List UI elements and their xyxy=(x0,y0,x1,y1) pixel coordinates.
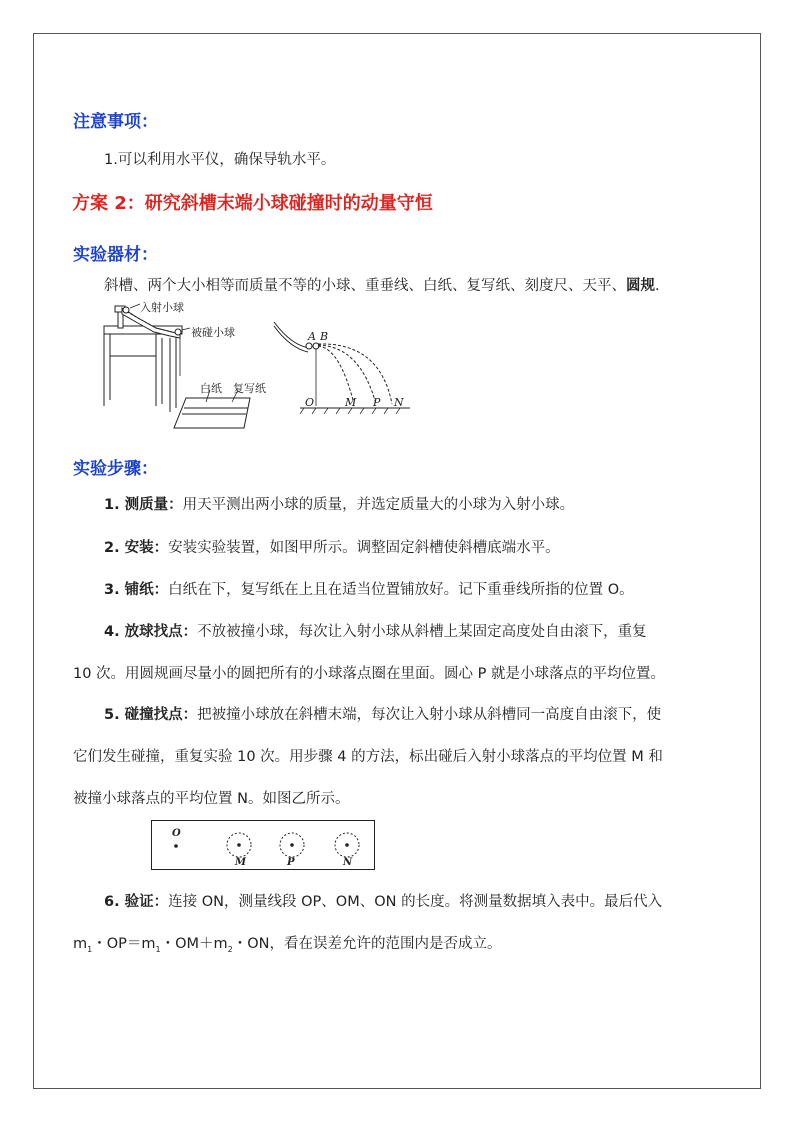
step-2-text: 安装实验装置，如图甲所示。调整固定斜槽使斜槽底端水平。 xyxy=(168,540,560,556)
label-carbon-paper: 复写纸 xyxy=(233,382,266,395)
step-5-text1: 把被撞小球放在斜槽末端，每次让入射小球从斜槽同一高度自由滚下，使 xyxy=(197,707,662,723)
step-5-line2: 它们发生碰撞，重复实验 10 次。用步骤 4 的方法，标出碰后入射小球落点的平均位置 M 和 xyxy=(73,749,663,765)
eq-m1: m xyxy=(73,936,88,952)
points-label-p: P xyxy=(287,857,295,868)
step-1-label: 1. 测质量： xyxy=(104,497,183,513)
eq-om: ・OM＋m xyxy=(160,936,228,952)
landing-points-figure xyxy=(151,820,375,870)
eq-sub-3: 2 xyxy=(227,944,233,954)
label-a: A xyxy=(308,330,316,343)
step-6-equation xyxy=(73,932,502,954)
step-3-text: 白纸在下，复写纸在上且在适当位置铺放好。记下重垂线所指的位置 O。 xyxy=(168,582,634,598)
step-4-line2: 10 次。用圆规画尽量小的圆把所有的小球落点圈在里面。圆心 P 就是小球落点的平均位置。 xyxy=(73,666,666,682)
paper xyxy=(174,398,250,428)
incident-ball xyxy=(123,307,129,313)
step-6-text1: 连接 ON，测量线段 OP、OM、ON 的长度。将测量数据填入表中。最后代入 xyxy=(168,894,663,910)
label-incident-ball: 入射小球 xyxy=(140,301,184,314)
step-5-line3: 被撞小球落点的平均位置 N。如图乙所示。 xyxy=(73,791,350,807)
step-3 xyxy=(104,578,634,599)
steps-heading: 实验步骤： xyxy=(73,459,158,479)
step-2 xyxy=(104,536,560,557)
equipment-end: . xyxy=(655,278,660,294)
notes-heading: 注意事项： xyxy=(73,112,158,132)
point-p xyxy=(290,843,294,847)
label-target-ball: 被碰小球 xyxy=(191,326,235,339)
step-4-line1 xyxy=(104,620,647,641)
eq-sub-1: 1 xyxy=(87,944,93,954)
notes-item-1: 1.可以利用水平仪，确保导轨水平。 xyxy=(104,152,336,168)
eq-on: ・ON，看在误差允许的范围内是否成立。 xyxy=(232,936,502,952)
apparatus-figure xyxy=(100,298,260,438)
step-5-label: 5. 碰撞找点： xyxy=(104,707,198,723)
points-label-m: M xyxy=(235,857,247,868)
label-p: P xyxy=(373,396,381,409)
label-n: N xyxy=(394,396,404,409)
step-2-label: 2. 安装： xyxy=(104,540,169,556)
points-label-o: O xyxy=(172,828,181,839)
step-5-line1 xyxy=(104,703,661,724)
target-ball xyxy=(175,329,181,335)
label-o: O xyxy=(305,396,315,409)
points-label-n: N xyxy=(343,857,353,868)
plan2-title: 方案 2：研究斜槽末端小球碰撞时的动量守恒 xyxy=(72,193,433,214)
step-3-label: 3. 铺纸： xyxy=(104,582,169,598)
step-6-line1 xyxy=(104,890,662,911)
step-4-label: 4. 放球找点： xyxy=(104,624,198,640)
label-b: B xyxy=(320,330,329,343)
point-o xyxy=(174,844,178,848)
equipment-heading: 实验器材： xyxy=(73,245,158,265)
equipment-compass: 圆规 xyxy=(626,278,655,294)
point-m xyxy=(237,843,241,847)
label-white-paper: 白纸 xyxy=(200,382,222,395)
trajectory-n xyxy=(318,344,392,404)
eq-op: ・OP＝m xyxy=(92,936,156,952)
point-n xyxy=(345,843,349,847)
eq-sub-2: 1 xyxy=(155,944,161,954)
equipment-text xyxy=(104,274,660,295)
label-m: M xyxy=(345,396,357,409)
step-1 xyxy=(104,493,574,514)
step-4-text1: 不放被撞小球，每次让入射小球从斜槽上某固定高度处自由滚下，重复 xyxy=(197,624,647,640)
step-1-text: 用天平测出两小球的质量，并选定质量大的小球为入射小球。 xyxy=(182,497,575,513)
equipment-list: 斜槽、两个大小相等而质量不等的小球、重垂线、白纸、复写纸、刻度尺、天平、 xyxy=(104,278,626,294)
step-6-label: 6. 验证： xyxy=(104,894,169,910)
ball-a xyxy=(306,343,312,349)
